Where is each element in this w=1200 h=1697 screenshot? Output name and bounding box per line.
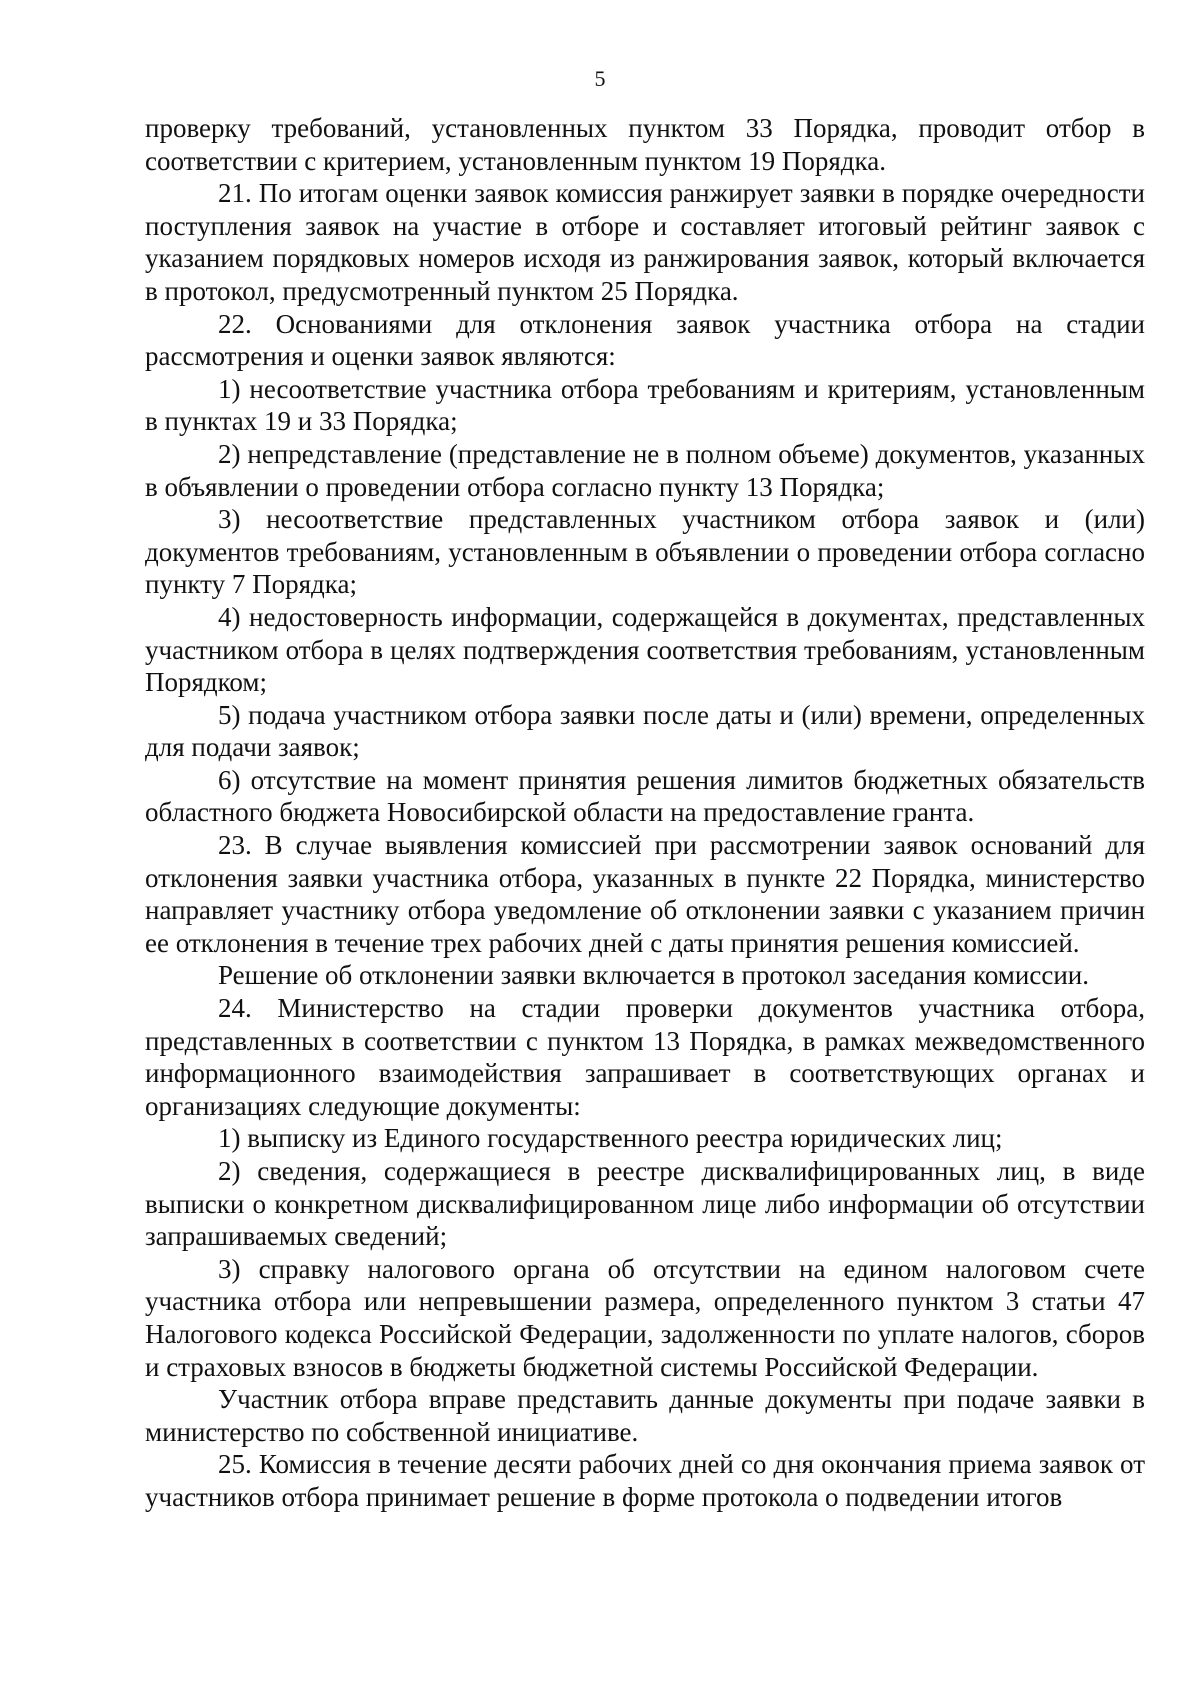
list-item-22-2: 2) непредставление (представление не в полном объеме) документов, указанных в объявлении о проведении отбора согласно пункту 13 Порядка; bbox=[145, 438, 1145, 502]
list-item-22-1: 1) несоответствие участника отбора требованиям и критериям, установленным в пунктах 19 и 33 Порядка; bbox=[145, 373, 1145, 437]
paragraph-item-24: 24. Министерство на стадии проверки документов участника отбора, представленных в соответствии с пунктом 13 Порядка, в рамках межведомственного информационного взаимодействия запрашивает в соответствующих органах и организациях следующие документы: bbox=[145, 993, 1145, 1121]
list-item-22-5: 5) подача участником отбора заявки после даты и (или) времени, определенных для подачи заявок; bbox=[145, 699, 1145, 763]
paragraph-rejection-decision: Решение об отклонении заявки включается в протокол заседания комиссии. bbox=[218, 960, 1089, 991]
document-body bbox=[145, 112, 1145, 1514]
paragraph-participant-right: Участник отбора вправе представить данные документы при подаче заявки в министерство по собственной инициативе. bbox=[145, 1384, 1145, 1447]
list-item-22-6: 6) отсутствие на момент принятия решения лимитов бюджетных обязательств областного бюджета Новосибирской области на предоставление гранта. bbox=[145, 764, 1145, 828]
list-item-24-2: 2) сведения, содержащиеся в реестре дисквалифицированных лиц, в виде выписки о конкретном дисквалифицированном лице либо информации об отсутствии запрашиваемых сведений; bbox=[145, 1156, 1145, 1252]
paragraph-item-22: 22. Основаниями для отклонения заявок участника отбора на стадии рассмотрения и оценки заявок являются: bbox=[145, 308, 1145, 372]
list-item-22-4: 4) недостоверность информации, содержащейся в документах, представленных участником отбора в целях подтверждения соответствия требованиям, установленным Порядком; bbox=[145, 601, 1145, 698]
paragraph-item-23: 23. В случае выявления комиссией при рассмотрении заявок оснований для отклонения заявки участника отбора, указанных в пункте 22 Порядка, министерство направляет участнику отбора уведомление об отклонении заявки с указанием причин ее отклонения в течение трех рабочих дней с даты принятия решения комиссией. bbox=[145, 830, 1145, 958]
paragraph-continuation: проверку требований, установленных пунктом 33 Порядка, проводит отбор в соответствии с критерием, установленным пунктом 19 Порядка. bbox=[145, 113, 1145, 176]
list-item-24-1: 1) выписку из Единого государственного реестра юридических лиц; bbox=[218, 1123, 1003, 1154]
list-item-22-3: 3) несоответствие представленных участником отбора заявок и (или) документов требованиям, установленным в объявлении о проведении отбора согласно пункту 7 Порядка; bbox=[145, 504, 1145, 600]
paragraph-item-25: 25. Комиссия в течение десяти рабочих дней со дня окончания приема заявок от участников отбора принимает решение в форме протокола о подведении итогов bbox=[145, 1449, 1145, 1512]
list-item-24-3: 3) справку налогового органа об отсутствии на едином налоговом счете участника отбора или непревышении размера, определенного пунктом 3 статьи 47 Налогового кодекса Российской Федерации, задолженности по уплате налогов, сборов и страховых взносов в бюджеты бюджетной системы Российской Федерации. bbox=[145, 1253, 1145, 1382]
paragraph-item-21: 21. По итогам оценки заявок комиссия ранжирует заявки в порядке очередности поступления заявок на участие в отборе и составляет итоговый рейтинг заявок с указанием порядковых номеров исходя из ранжирования заявок, который включается в протокол, предусмотренный пунктом 25 Порядка. bbox=[145, 178, 1145, 306]
page-number: 5 bbox=[594, 66, 606, 91]
